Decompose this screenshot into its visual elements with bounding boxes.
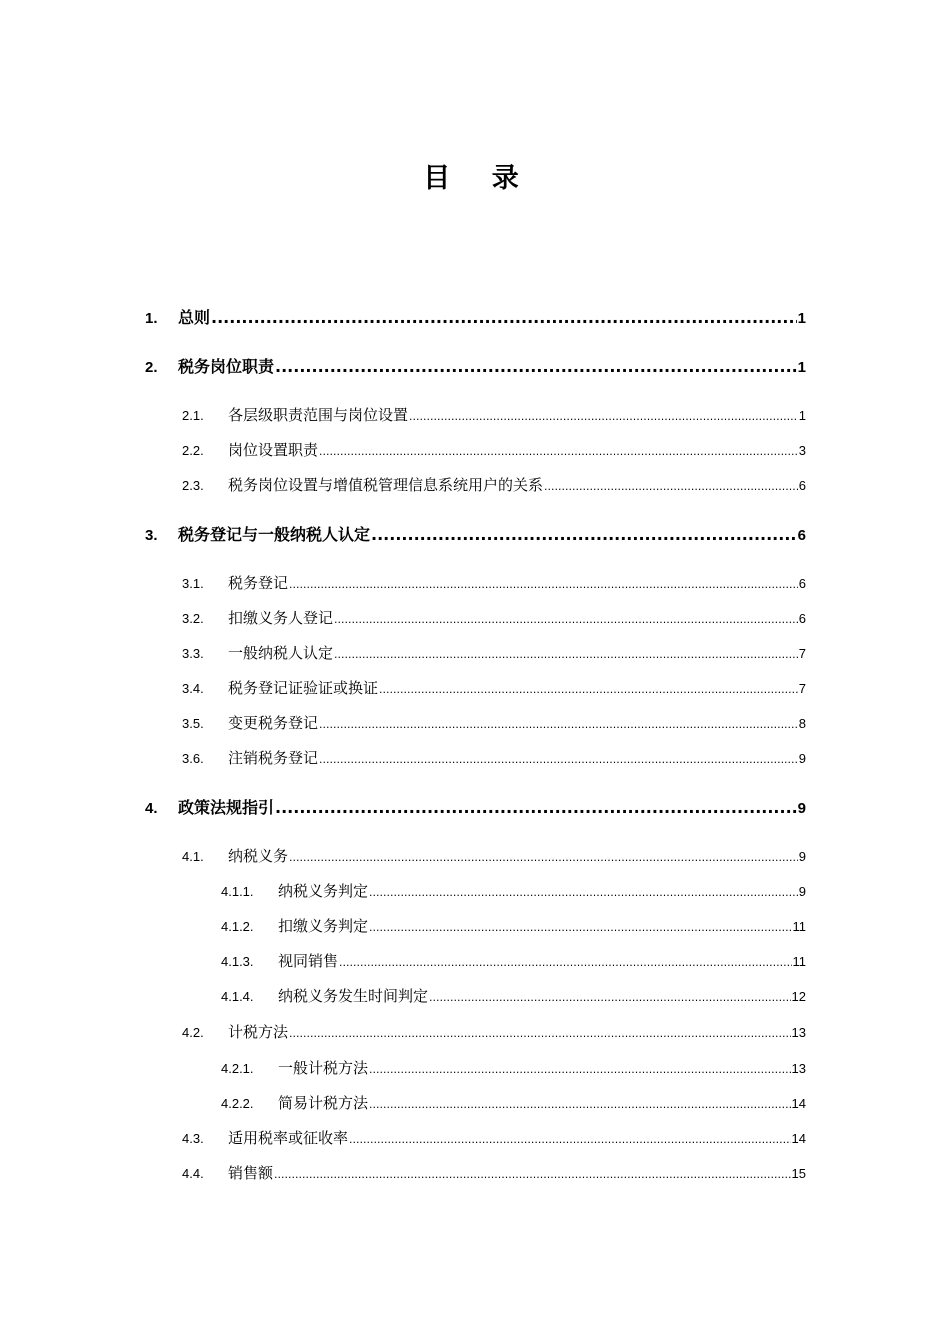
toc-entry[interactable] xyxy=(182,1166,806,1181)
toc-entry-page-number: 7 xyxy=(798,681,806,696)
dot-leader xyxy=(369,1064,791,1075)
toc-entry-number: 4.3. xyxy=(182,1131,204,1146)
toc-entry-number: 1. xyxy=(145,310,158,327)
dot-leader xyxy=(319,446,798,457)
dot-leader xyxy=(339,957,791,968)
toc-entry-page-number: 13 xyxy=(791,1061,806,1076)
toc-entry-number: 3.3. xyxy=(182,646,204,661)
toc-entry-number: 4.1.4. xyxy=(221,989,254,1004)
toc-entry-number: 4.4. xyxy=(182,1166,204,1181)
toc-entry-page-number: 6 xyxy=(798,576,806,591)
toc-entry[interactable] xyxy=(182,646,806,661)
toc-entry-number: 2. xyxy=(145,359,158,376)
toc-entry-page-number: 8 xyxy=(798,716,806,731)
toc-entry[interactable] xyxy=(182,443,806,458)
toc-entry-page-number: 9 xyxy=(798,751,806,766)
toc-entry[interactable] xyxy=(182,1025,806,1040)
toc-entry-page-number: 14 xyxy=(791,1131,806,1146)
toc-entry[interactable] xyxy=(145,527,806,543)
toc-entry-label: 税务登记与一般纳税人认定 xyxy=(178,525,371,544)
dot-leader xyxy=(379,684,798,695)
toc-entry-label: 税务岗位职责 xyxy=(178,357,275,376)
toc-entry[interactable] xyxy=(182,576,806,591)
dot-leader xyxy=(334,614,798,625)
dot-leader xyxy=(544,481,798,492)
dot-leader xyxy=(349,1134,791,1145)
toc-entry-label: 一般纳税人认定 xyxy=(228,644,334,662)
dot-leader xyxy=(334,649,798,660)
dot-leader xyxy=(274,1169,791,1180)
toc-entry-number: 3.1. xyxy=(182,576,204,591)
toc-entry-page-number: 13 xyxy=(791,1025,806,1040)
toc-entry[interactable] xyxy=(221,1096,806,1111)
toc-entry-label: 变更税务登记 xyxy=(228,714,319,732)
toc-entry-label: 纳税义务判定 xyxy=(278,882,369,900)
dot-leader xyxy=(275,800,797,816)
toc-entry-label: 各层级职责范围与岗位设置 xyxy=(228,406,409,424)
toc-entry-label: 计税方法 xyxy=(228,1023,289,1041)
toc-entry[interactable] xyxy=(221,884,806,899)
toc-entry[interactable] xyxy=(182,1131,806,1146)
toc-entry-page-number: 1 xyxy=(797,359,806,376)
toc-entry-page-number: 7 xyxy=(798,646,806,661)
toc-entry-number: 3.5. xyxy=(182,716,204,731)
toc-entry-number: 4. xyxy=(145,800,158,817)
toc-entry-label: 扣缴义务判定 xyxy=(278,917,369,935)
toc-entry-page-number: 1 xyxy=(797,310,806,327)
toc-entry-page-number: 11 xyxy=(792,919,806,934)
toc-entry-label: 视同销售 xyxy=(278,952,339,970)
toc-entry-number: 4.1.2. xyxy=(221,919,254,934)
toc-entry[interactable] xyxy=(182,681,806,696)
toc-entry-page-number: 14 xyxy=(791,1096,806,1111)
toc-entry-page-number: 1 xyxy=(798,408,806,423)
dot-leader xyxy=(289,852,798,863)
dot-leader xyxy=(429,992,791,1003)
toc-entry[interactable] xyxy=(221,919,806,934)
toc-entry-page-number: 11 xyxy=(792,954,806,969)
toc-entry-label: 岗位设置职责 xyxy=(228,441,319,459)
dot-leader xyxy=(409,411,798,422)
toc-entry-page-number: 9 xyxy=(797,800,806,817)
toc-entry[interactable] xyxy=(221,954,806,969)
page-title: 目 录 xyxy=(423,163,535,194)
toc-entry-page-number: 12 xyxy=(791,989,806,1004)
toc-entry-number: 3.6. xyxy=(182,751,204,766)
dot-leader xyxy=(369,922,791,933)
toc-entry-label: 税务登记 xyxy=(228,574,289,592)
toc-entry[interactable] xyxy=(145,800,806,816)
toc-entry-label: 税务登记证验证或换证 xyxy=(228,679,379,697)
toc-entry-label: 纳税义务 xyxy=(228,847,289,865)
toc-entry[interactable] xyxy=(221,1061,806,1076)
toc-entry-page-number: 15 xyxy=(791,1166,806,1181)
dot-leader xyxy=(371,527,797,543)
toc-entry[interactable] xyxy=(182,716,806,731)
toc-entry-label: 扣缴义务人登记 xyxy=(228,609,334,627)
dot-leader xyxy=(289,579,798,590)
toc-entry-page-number: 9 xyxy=(798,884,806,899)
toc-entry-number: 3.4. xyxy=(182,681,204,696)
dot-leader xyxy=(275,359,797,375)
toc-entry-page-number: 6 xyxy=(797,527,806,544)
toc-entry-page-number: 3 xyxy=(798,443,806,458)
toc-entry[interactable] xyxy=(145,310,806,326)
toc-entry-number: 4.1.1. xyxy=(221,884,254,899)
dot-leader xyxy=(319,754,798,765)
dot-leader xyxy=(369,1099,791,1110)
toc-entry-label: 纳税义务发生时间判定 xyxy=(278,987,429,1005)
dot-leader xyxy=(319,719,798,730)
toc-entry-number: 2.3. xyxy=(182,478,204,493)
toc-entry-label: 政策法规指引 xyxy=(178,798,275,817)
dot-leader xyxy=(211,310,797,326)
toc-entry-number: 3.2. xyxy=(182,611,204,626)
toc-entry-label: 一般计税方法 xyxy=(278,1059,369,1077)
toc-entry-number: 4.2.1. xyxy=(221,1061,254,1076)
toc-entry-label: 销售额 xyxy=(228,1164,274,1182)
toc-entry[interactable] xyxy=(182,408,806,423)
toc-entry-number: 4.1.3. xyxy=(221,954,254,969)
toc-entry-number: 4.2. xyxy=(182,1025,204,1040)
toc-entry[interactable] xyxy=(182,751,806,766)
toc-entry[interactable] xyxy=(182,611,806,626)
toc-entry[interactable] xyxy=(182,478,806,493)
toc-entry-page-number: 6 xyxy=(798,611,806,626)
toc-entry-number: 2.2. xyxy=(182,443,204,458)
toc-entry-label: 总则 xyxy=(178,308,211,327)
dot-leader xyxy=(289,1028,791,1039)
toc-entry-number: 2.1. xyxy=(182,408,204,423)
dot-leader xyxy=(369,887,798,898)
toc-entry[interactable] xyxy=(182,849,806,864)
toc-entry-page-number: 6 xyxy=(798,478,806,493)
toc-entry-page-number: 9 xyxy=(798,849,806,864)
toc-entry-label: 简易计税方法 xyxy=(278,1094,369,1112)
toc-entry-label: 注销税务登记 xyxy=(228,749,319,767)
toc-entry-label: 适用税率或征收率 xyxy=(228,1129,349,1147)
toc-entry-number: 3. xyxy=(145,527,158,544)
toc-entry[interactable] xyxy=(145,359,806,375)
toc-entry-label: 税务岗位设置与增值税管理信息系统用户的关系 xyxy=(228,476,544,494)
toc-entry-number: 4.2.2. xyxy=(221,1096,254,1111)
toc-entry-number: 4.1. xyxy=(182,849,204,864)
toc-entry[interactable] xyxy=(221,989,806,1004)
